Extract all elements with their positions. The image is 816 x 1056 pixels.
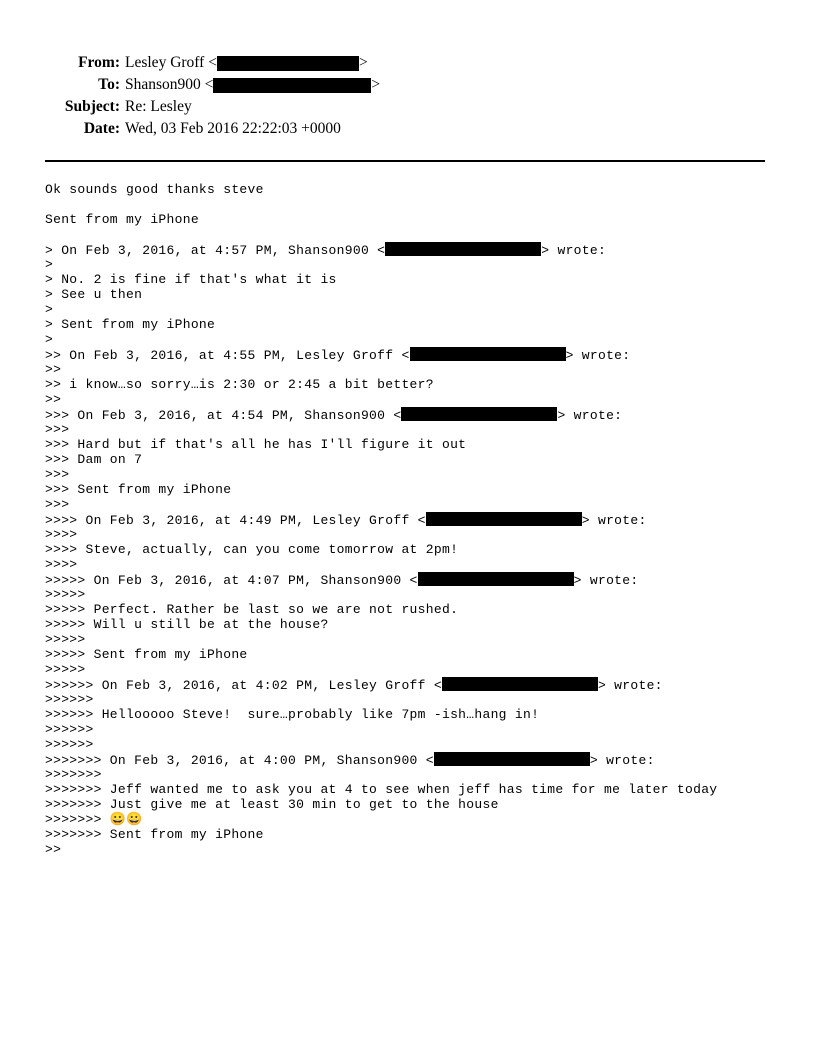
quote-header-text: >>>>>>> On Feb 3, 2016, at 4:00 PM, Shanson900 < (45, 753, 434, 768)
body-line: >>>>> Sent from my iPhone (45, 647, 248, 662)
quote-header-text: >>>> On Feb 3, 2016, at 4:49 PM, Lesley Groff < (45, 513, 426, 528)
quote-header-suffix: > wrote: (589, 753, 655, 768)
body-line: >>>>>> (45, 692, 94, 707)
body-line: >>>>> (45, 662, 86, 677)
quote-header-line (45, 407, 775, 422)
body-line: >> (45, 392, 62, 407)
quote-header-suffix: > wrote: (565, 348, 631, 363)
body-line: >> i know…so sorry…is 2:30 or 2:45 a bit better? (45, 377, 434, 392)
quote-header-text: >>> On Feb 3, 2016, at 4:54 PM, Shanson900 < (45, 408, 402, 423)
quote-header-text: > On Feb 3, 2016, at 4:57 PM, Shanson900 < (45, 243, 386, 258)
body-line: >> (45, 842, 62, 857)
redaction-block (434, 752, 590, 766)
body-line: >>>>> Perfect. Rather be last so we are not rushed. (45, 602, 459, 617)
body-line: > (45, 332, 54, 347)
body-line: >>>>> (45, 632, 86, 647)
email-header (60, 52, 380, 140)
body-line: >>> (45, 422, 70, 437)
body-line: >>> Hard but if that's all he has I'll figure it out (45, 437, 467, 452)
quote-header-suffix: > wrote: (581, 513, 647, 528)
body-line: >>>> (45, 527, 78, 542)
emoji-line (45, 812, 775, 827)
from-name: Lesley Groff < (125, 54, 217, 71)
quote-header-suffix: > wrote: (573, 573, 639, 588)
quote-header-text: >>>>>> On Feb 3, 2016, at 4:02 PM, Lesley Groff < (45, 678, 442, 693)
quote-header-line (45, 347, 775, 362)
quote-header-line (45, 677, 775, 692)
from-close-bracket: > (358, 54, 368, 71)
smiley-emoji-icon: 😀😀 (109, 812, 143, 827)
email-body (45, 182, 775, 857)
body-line: >>>>> Will u still be at the house? (45, 617, 329, 632)
date-row (60, 118, 380, 140)
header-divider (45, 160, 765, 162)
to-value (125, 74, 380, 96)
redaction-block (410, 347, 566, 361)
to-name: Shanson900 < (125, 76, 214, 93)
from-row (60, 52, 380, 74)
body-line: >>> Sent from my iPhone (45, 482, 232, 497)
redaction-block (385, 242, 541, 256)
body-line: >>>> (45, 557, 78, 572)
body-line: >>> Dam on 7 (45, 452, 143, 467)
date-label: Date: (83, 120, 120, 137)
redaction-block (418, 572, 574, 586)
redaction-block (426, 512, 582, 526)
redaction-block (213, 78, 371, 93)
from-value (125, 52, 368, 74)
to-row (60, 74, 380, 96)
body-line: >>> (45, 467, 70, 482)
quote-header-line (45, 512, 775, 527)
from-label: From: (78, 54, 120, 71)
body-line: >>>>>> (45, 737, 94, 752)
date-value: Wed, 03 Feb 2016 22:22:03 +0000 (125, 120, 341, 137)
body-line: > (45, 257, 54, 272)
quote-header-text: >> On Feb 3, 2016, at 4:55 PM, Lesley Groff < (45, 348, 410, 363)
redaction-block (442, 677, 598, 691)
body-line: Sent from my iPhone (45, 212, 199, 227)
subject-value: Re: Lesley (125, 98, 192, 115)
body-line: >>>>>> (45, 722, 94, 737)
subject-label: Subject: (64, 98, 120, 115)
quote-prefix: >>>>>>> (45, 812, 110, 827)
body-line: >>>> Steve, actually, can you come tomorrow at 2pm! (45, 542, 459, 557)
body-line: >> (45, 362, 62, 377)
body-line: >>>>> (45, 587, 86, 602)
body-line: >>>>>> Hellooooo Steve! sure…probably like 7pm -ish…hang in! (45, 707, 540, 722)
body-line: > No. 2 is fine if that's what it is (45, 272, 337, 287)
body-line: >>>>>>> Jeff wanted me to ask you at 4 to see when jeff has time for me later today (45, 782, 718, 797)
quote-header-line (45, 752, 775, 767)
redaction-block (401, 407, 557, 421)
body-line: > See u then (45, 287, 143, 302)
redaction-block (217, 56, 359, 71)
subject-row (60, 96, 380, 118)
to-close-bracket: > (371, 76, 381, 93)
body-line: > Sent from my iPhone (45, 317, 216, 332)
quote-header-suffix: > wrote: (557, 408, 623, 423)
quote-header-text: >>>>> On Feb 3, 2016, at 4:07 PM, Shanson900 < (45, 573, 418, 588)
body-line: Ok sounds good thanks steve (45, 182, 264, 197)
body-line: >>>>>>> Sent from my iPhone (45, 827, 264, 842)
quote-header-suffix: > wrote: (597, 678, 663, 693)
quote-header-suffix: > wrote: (541, 243, 607, 258)
body-line: >>>>>>> (45, 767, 102, 782)
to-label: To: (98, 76, 120, 93)
quote-header-line (45, 572, 775, 587)
quote-header-line (45, 242, 775, 257)
body-line: > (45, 302, 54, 317)
body-line: >>>>>>> Just give me at least 30 min to get to the house (45, 797, 499, 812)
body-line: >>> (45, 497, 70, 512)
